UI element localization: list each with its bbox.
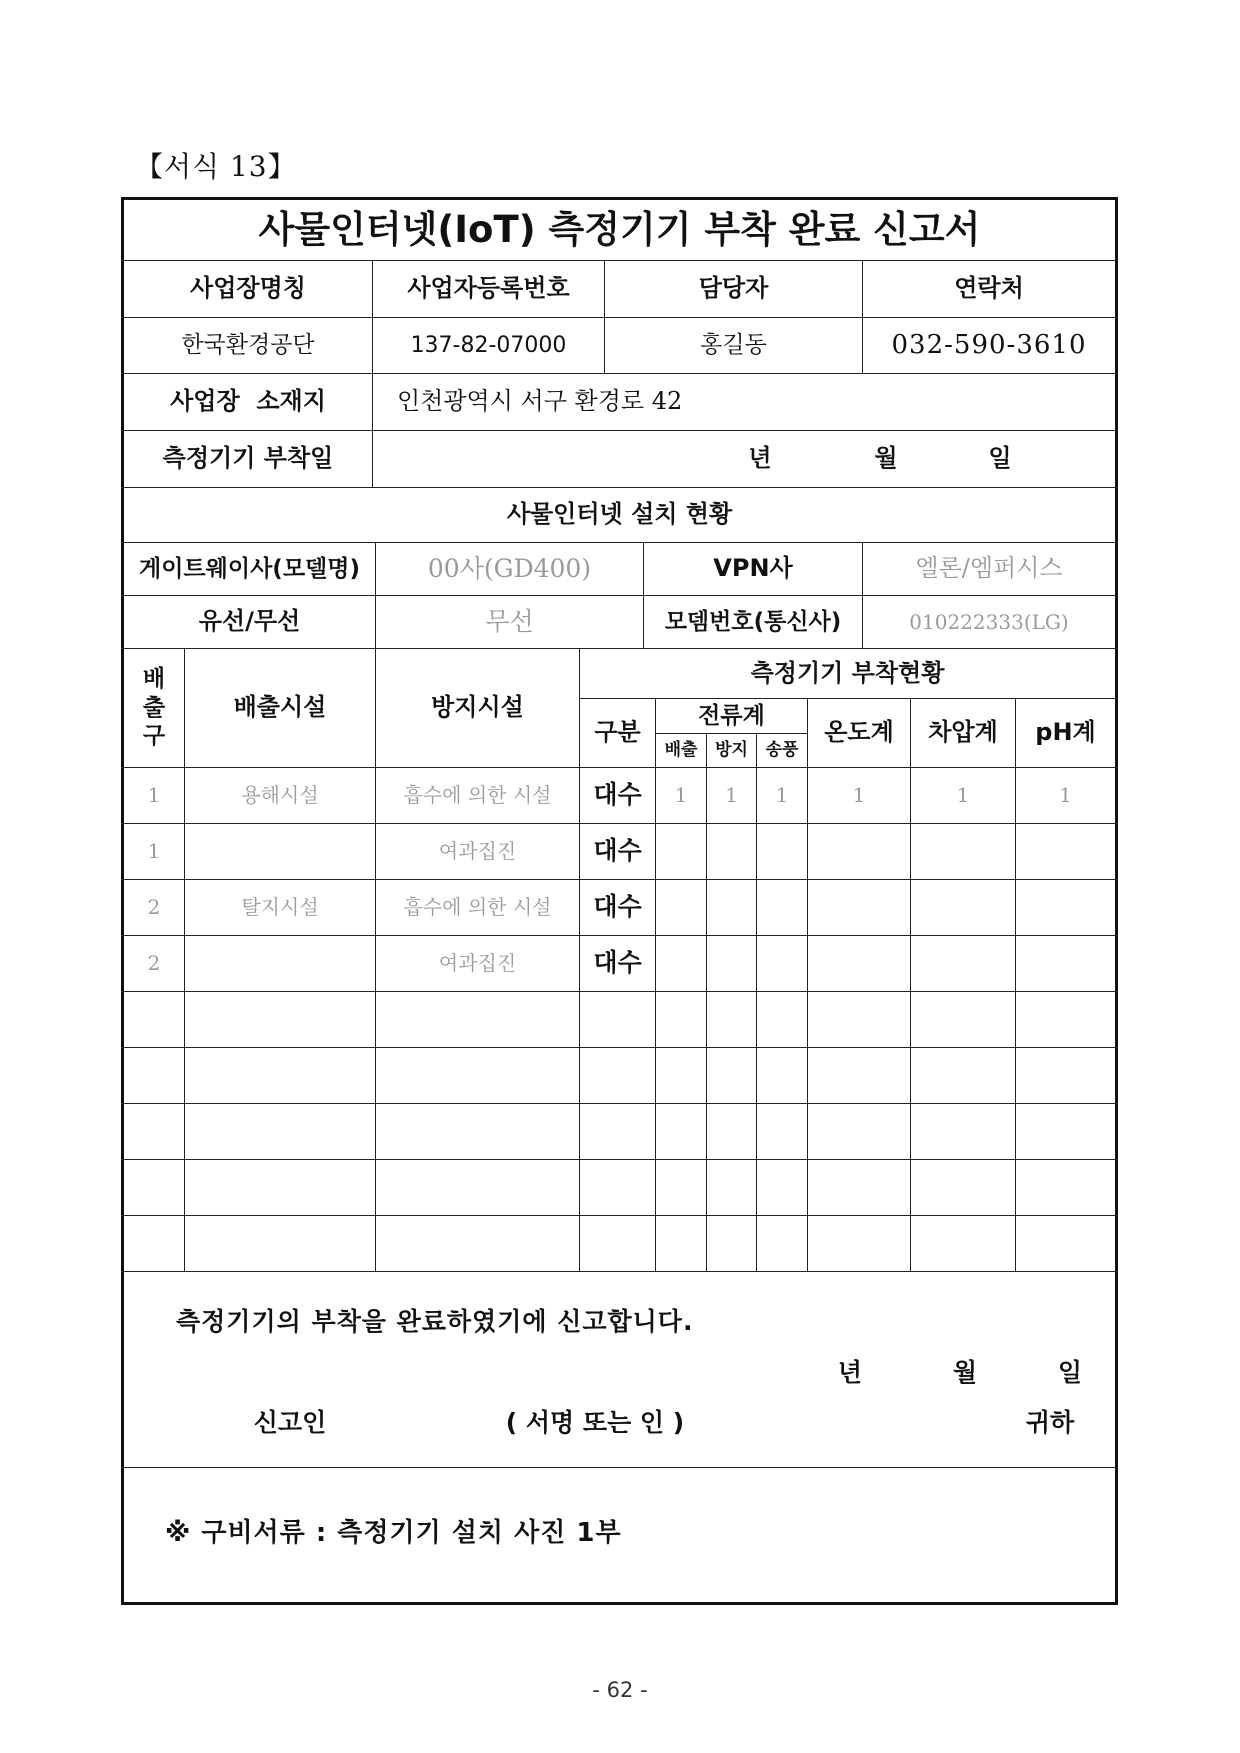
row-ammeter-emission[interactable]	[656, 880, 706, 935]
attach-date-day[interactable]: 일	[988, 444, 1012, 473]
row-ammeter-prevention[interactable]	[707, 936, 756, 991]
row-ammeter-prevention[interactable]	[707, 880, 756, 935]
contact-field[interactable]: 032-590-3610	[891, 329, 1087, 360]
row-ph-meter[interactable]	[1016, 880, 1115, 935]
emission-facility-header: 배출시설	[233, 693, 327, 722]
contact-header: 연락처	[954, 274, 1024, 303]
row-ammeter-emission[interactable]	[656, 936, 706, 991]
row-ammeter-blower[interactable]	[757, 824, 807, 879]
row-diff-pressure[interactable]: 1	[956, 783, 970, 807]
ammeter-blower-header: 송풍	[765, 739, 799, 760]
row-ammeter-blower[interactable]: 1	[775, 783, 789, 807]
row-category: 대수	[593, 780, 642, 810]
declaration-statement: 측정기기의 부착을 완료하였기에 신고합니다.	[176, 1306, 694, 1336]
row-prevention-facility[interactable]: 흡수에 의한 시설	[403, 783, 552, 807]
row-thermometer[interactable]	[808, 824, 910, 879]
row-ammeter-prevention[interactable]: 1	[725, 783, 738, 807]
row-prevention-facility[interactable]: 여과집진	[438, 951, 517, 975]
row-diff-pressure[interactable]	[911, 824, 1015, 879]
manager-field[interactable]: 홍길동	[700, 332, 767, 359]
declaration-year[interactable]: 년	[837, 1357, 863, 1387]
ph-meter-header: pH계	[1035, 718, 1096, 747]
row-outlet[interactable]: 1	[147, 839, 161, 863]
gateway-field[interactable]: 00사(GD400)	[427, 553, 592, 583]
declaration-month[interactable]: 월	[952, 1357, 978, 1387]
diff-pressure-header: 차압계	[928, 718, 998, 747]
row-category: 대수	[593, 836, 642, 866]
row-diff-pressure[interactable]	[911, 880, 1015, 935]
manager-header: 담당자	[698, 274, 769, 303]
attach-date-label: 측정기기 부착일	[162, 444, 334, 473]
attach-date-year[interactable]: 년	[748, 444, 772, 473]
row-thermometer[interactable]: 1	[852, 783, 866, 807]
row-category: 대수	[593, 892, 642, 922]
row-outlet[interactable]: 2	[147, 895, 161, 919]
reporter-label: 신고인	[253, 1407, 327, 1437]
row-ammeter-blower[interactable]	[757, 880, 807, 935]
row-emission-facility[interactable]: 탈지시설	[241, 895, 319, 919]
page-number: - 62 -	[592, 1678, 648, 1702]
attach-status-header: 측정기기 부착현황	[750, 658, 945, 687]
thermometer-header: 온도계	[824, 718, 894, 747]
row-emission-facility[interactable]: 용해시설	[241, 783, 319, 807]
row-ph-meter[interactable]: 1	[1059, 783, 1072, 807]
location-label: 사업장 소재지	[170, 387, 326, 416]
addressee: 귀하	[1025, 1407, 1075, 1437]
form-label: 【서식 13】	[135, 150, 297, 183]
row-ammeter-prevention[interactable]	[707, 824, 756, 879]
reg-no-header: 사업자등록번호	[407, 274, 570, 303]
ammeter-header: 전류계	[698, 702, 765, 729]
row-thermometer[interactable]	[808, 936, 910, 991]
business-name-header: 사업장명칭	[190, 274, 306, 303]
declaration-day[interactable]: 일	[1057, 1357, 1083, 1387]
reg-no-field[interactable]: 137-82-07000	[410, 332, 567, 358]
row-ammeter-emission[interactable]	[656, 824, 706, 879]
location-field[interactable]: 인천광역시 서구 환경로 42	[397, 387, 683, 416]
signature-field[interactable]: ( 서명 또는 인 )	[505, 1407, 685, 1437]
row-outlet[interactable]: 2	[147, 951, 161, 975]
line-type-field[interactable]: 무선	[485, 606, 534, 636]
vpn-field[interactable]: 엘론/엠퍼시스	[915, 554, 1063, 583]
row-ph-meter[interactable]	[1016, 936, 1115, 991]
row-ammeter-emission[interactable]: 1	[674, 783, 688, 807]
attachments-note: ※ 구비서류 : 측정기기 설치 사진 1부	[165, 1518, 622, 1549]
outlet-header: 배 출 구	[142, 665, 166, 750]
modem-field[interactable]: 010222333(LG)	[909, 609, 1069, 634]
gateway-label: 게이트웨이사(모델명)	[139, 555, 360, 582]
row-diff-pressure[interactable]	[911, 936, 1015, 991]
line-type-label: 유선/무선	[198, 607, 301, 636]
row-emission-facility[interactable]	[185, 824, 375, 879]
form-title: 사물인터넷(IoT) 측정기기 부착 완료 신고서	[258, 207, 981, 251]
category-header: 구분	[594, 718, 641, 747]
prevention-facility-header: 방지시설	[431, 693, 524, 722]
iot-status-header: 사물인터넷 설치 현황	[506, 500, 733, 529]
row-prevention-facility[interactable]: 흡수에 의한 시설	[403, 895, 552, 919]
attach-date-month[interactable]: 월	[874, 444, 898, 473]
modem-label: 모뎀번호(통신사)	[664, 608, 842, 635]
ammeter-prevention-header: 방지	[715, 739, 748, 760]
business-name-field[interactable]: 한국환경공단	[181, 332, 315, 359]
row-category: 대수	[593, 948, 642, 978]
row-outlet[interactable]: 1	[147, 783, 161, 807]
row-prevention-facility[interactable]: 여과집진	[438, 839, 517, 863]
row-emission-facility[interactable]	[185, 936, 375, 991]
ammeter-emission-header: 배출	[664, 739, 698, 760]
row-ph-meter[interactable]	[1016, 824, 1115, 879]
row-thermometer[interactable]	[808, 880, 910, 935]
row-ammeter-blower[interactable]	[757, 936, 807, 991]
vpn-label: VPN사	[713, 554, 793, 583]
